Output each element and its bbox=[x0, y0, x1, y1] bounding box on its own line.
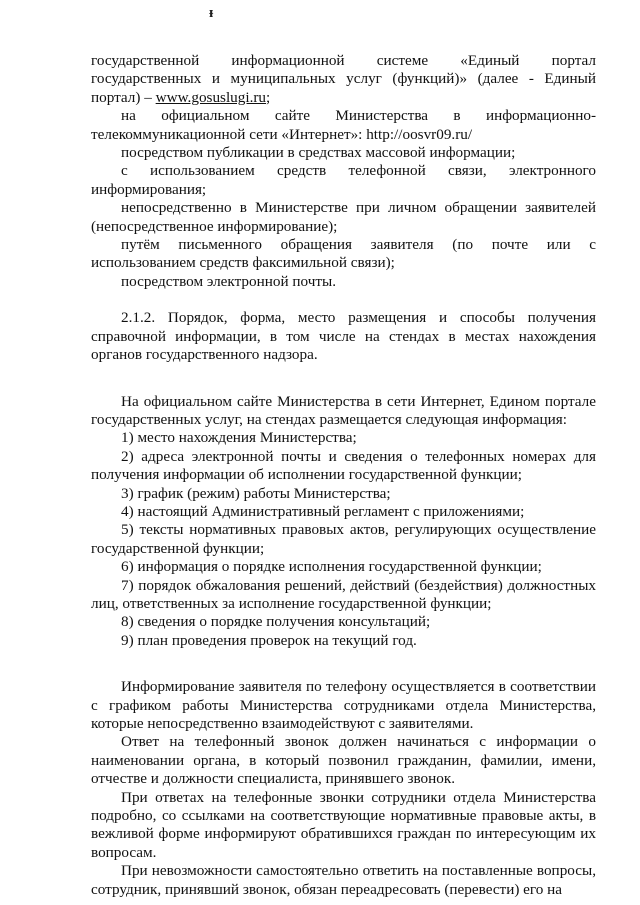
info-item: 5) тексты нормативных правовых актов, регулирующих осуществление государственной функции; bbox=[91, 521, 596, 557]
intro-portal bbox=[91, 52, 596, 107]
info-item: 6) информация о порядке исполнения государственной функции; bbox=[121, 558, 542, 576]
intro-written: путём письменного обращения заявителя (по почте или с использованием средств факсимильной связи); bbox=[91, 236, 596, 272]
intro-email: посредством электронной почты. bbox=[121, 272, 336, 290]
intro-phone: с использованием средств телефонной связи, электронного информирования; bbox=[91, 162, 596, 198]
phone-paragraph: Ответ на телефонный звонок должен начинаться с информации о наименовании органа, в который позвонил гражданин, фамилии, имени, отчестве и должности специалиста, принявшего звонок. bbox=[91, 733, 596, 788]
portal-link[interactable]: www.gosuslugi.ru bbox=[155, 88, 267, 106]
document-page bbox=[91, 52, 596, 899]
phone-paragraph: Информирование заявителя по телефону осуществляется в соответствии с графиком работы Министерства сотрудниками отдела Министерства, которые непосредственно взаимодействуют с заявителями. bbox=[91, 678, 596, 732]
phone-paragraph: При невозможности самостоятельно ответить на поставленные вопросы, сотрудник, принявший звонок, обязан переадресовать (перевести) его на bbox=[91, 862, 596, 898]
info-item: 9) план проведения проверок на текущий год. bbox=[121, 631, 417, 649]
info-item: 1) место нахождения Министерства; bbox=[121, 429, 357, 447]
intro-personal: непосредственно в Министерстве при личном обращении заявителей (непосредственное информирование); bbox=[91, 199, 596, 235]
intro-media: посредством публикации в средствах массовой информации; bbox=[121, 144, 516, 162]
info-item: 2) адреса электронной почты и сведения о телефонных номерах для получения информации об исполнении государственной функции; bbox=[91, 447, 596, 484]
intro-portal-tail: ; bbox=[266, 88, 271, 106]
scan-mark: ᵻ bbox=[209, 5, 214, 21]
info-item: 4) настоящий Административный регламент с приложениями; bbox=[121, 502, 525, 520]
info-item: 7) порядок обжалования решений, действий (бездействия) должностных лиц, ответственных за исполнение государственной функции; bbox=[91, 576, 596, 612]
intro-portal-text: государственной информационной системе «Единый портал государственных и муниципальных услуг (функций)» (далее - Единый портал) – bbox=[91, 52, 596, 106]
site-info-intro: На официальном сайте Министерства в сети Интернет, Едином портале государственных услуг, на стендах размещается следующая информация: bbox=[91, 392, 596, 428]
info-item: 3) график (режим) работы Министерства; bbox=[121, 484, 391, 502]
intro-site: на официальном сайте Министерства в информационно-телекоммуникационной сети «Интернет»: http://oosvr09.ru/ bbox=[91, 107, 596, 143]
phone-paragraph: При ответах на телефонные звонки сотрудники отдела Министерства подробно, со ссылками на соответствующие нормативные правовые акты, в вежливой форме информируют обратившихся граждан по интересующим их вопросам. bbox=[91, 788, 596, 861]
section-heading: 2.1.2. Порядок, форма, место размещения и способы получения справочной информации, в том числе на стендах в местах нахождения органов государственного надзора. bbox=[91, 309, 596, 364]
info-item: 8) сведения о порядке получения консультаций; bbox=[121, 613, 431, 631]
